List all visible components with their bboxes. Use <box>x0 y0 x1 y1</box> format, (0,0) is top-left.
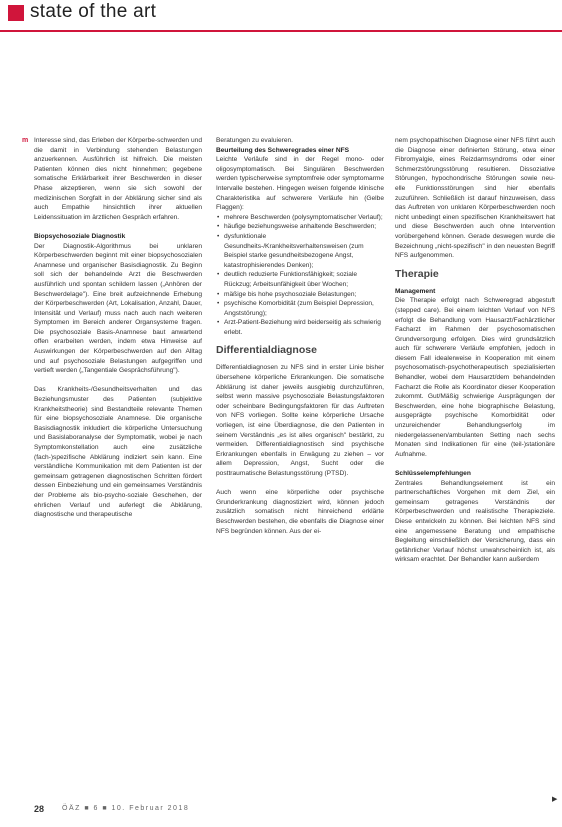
list-item: • Arzt-Patient-Beziehung wird beiderseitig als schwierig erlebt. <box>216 318 384 337</box>
list-item: • dysfunktionale Gesundheits-/Krankheitsverhaltensweisen (zum Beispiel starke gesundheitsbezogene Angst, katastrophisierendes Denken); <box>216 232 384 270</box>
paragraph: Interesse sind, das Erleben der Körperbe-schwerden und die damit in Verbindung stehenden Belastungen anzuerkennen. Ausführlich ist hilfreich. Die meisten Patienten können dies nicht hinnehmen; gegebene somatische Erklärbarkeit ihrer Beschwerden in dieser Phase akzeptieren, wenn sie sich sowohl der medizinischen Sorgfalt in der Abklärung sicher sind als auch Empathie hinsichtlich ihrer aktuellen Leidenssituation im ärztlichen Gespräch erfahren. <box>34 137 202 221</box>
paragraph: Das Krankheits-/Gesundheitsverhalten und das Beziehungsmuster des Patienten (subjektive Krankheitstheorie) sind Bestandteile relevante Themen für eine biopsychosoziale Anamnese. Die organische Basisdiagnostik inkludiert die körperliche Untersuchung und Basislaboranalyse der Symptomatik, wobei je nach Symptomkonstellation auch eine zusätzliche (fach-)spezifische Abklärung indiziert sein kann. Eine verständliche Kommunikation mit dem Patienten ist der gemeinsam getragenen diagnostischen Schritten fördert dessen Einbeziehung und ein gemeinsames Verständnis der Probleme als bio-psycho-soziale Geschehen, der ehrlichen Verlauf und auferlegt die Abklärung, diagnostische und therapeutische <box>34 386 202 519</box>
list-item: • mehrere Beschwerden (polysymptomatischer Verlauf); <box>216 213 384 223</box>
section-heading-differential-diagnosis: Differentialdiagnose <box>216 344 317 357</box>
list-item: • psychische Komorbidität (zum Beispiel Depression, Angststörung); <box>216 299 384 318</box>
paragraph: nem psychopathischen Diagnose einer NFS führt auch die Diagnose einer definierten Störung, etwa einer Fibromyalgie, eines Reizdarmsyndroms oder einer Schmerzstörungsstörung resultieren. Dissoziative Störungen, hypochondrische Störungen sowie neu-elle Funktionsstörungen sind hier ebenfalls zuzuführen. Schließlich ist darauf hinzuweisen, dass das Auftreten von unklaren Körperbeschwerden noch nicht unbedingt einen spezifischen Krankheitswert hat und diese Beschwerden auch ohne Intervention vorübergehend können. Gerade deswegen wurde die Bezeichnung „nicht-spezifisch" in den neuesten Begriff NFS aufgenommen. <box>395 137 555 260</box>
section-header <box>0 0 562 36</box>
list-item: • mäßige bis hohe psychosoziale Belastungen; <box>216 290 384 300</box>
column-1 <box>34 136 202 520</box>
header-rule <box>0 30 562 32</box>
continue-arrow-icon: ▶ <box>552 796 558 803</box>
subheading-key-recommendations: Schlüsselempfehlungen <box>395 470 471 477</box>
continuation-marker: m <box>22 137 29 144</box>
yellow-flags-list <box>216 213 384 338</box>
paragraph: Beratungen zu evaluieren. <box>216 137 293 144</box>
subheading-management: Management <box>395 287 436 295</box>
column-2 <box>216 136 384 536</box>
page-number: 28 <box>34 804 45 814</box>
page-footer <box>0 800 562 827</box>
column-3 <box>395 136 555 565</box>
section-title: state of the art <box>30 1 157 22</box>
subheading-severity: Beurteilung des Schweregrades einer NFS <box>216 146 350 154</box>
section-heading-therapy: Therapie <box>395 267 439 280</box>
subheading-biopsychosocial-diagnostics: Biopsychosoziale Diagnostik <box>34 232 126 240</box>
journal-info: ÖÄZ ■ 6 ■ 10. Februar 2018 <box>62 805 190 812</box>
paragraph: Der Diagnostik-Algorithmus bei unklaren Körperbeschwerden beginnt mit einer biopsychosozialen Anamnese und organischer Basisdiagnostik. Zu Beginn soll sich der behandelnde Arzt die Beschwerden ausführlich und spontan schildern lassen („Anhören der Beschwerdelage"). Eine breit aufzeichnende Erhebung der Körperbeschwerden (Art, Lokalisation, Anzahl, Dauer, Intensität und Verlauf) muss nach auch nach weiteren Symptomen im Bereich anderer Organsysteme fragen. Die psychosoziale Basis-Anamnese baut anwartend offen erarbeiten werden, indem etwa Hinweise auf Auswirkungen der Körperbeschwerden auf den Alltag und auf psychosoziale Belastungen aufgegriffen und vertieft werden („Tangentiale Gesprächsführung"). <box>34 242 202 375</box>
list-item: • deutlich reduzierte Funktionsfähigkeit; soziale Rückzug; Arbeitsunfähigkeit über Wochen; <box>216 270 384 289</box>
paragraph: Zentrales Behandlungselement ist ein partnerschaftliches Vorgehen mit dem Ziel, ein gemeinsam getragenes Verständnis der Körperbeschwerden und realistische Therapieziele. Diese entwickeln zu können. Bei leichten NFS sind eine angemessene Beratung und empathische Begleitung einschließlich der Versicherung, dass ein gefährlicher Verlauf höchst unwahrscheinlich ist, als wirksam erachtet. Der Behandler kann außerdem <box>395 479 555 564</box>
paragraph: Leichte Verläufe sind in der Regel mono- oder oligosymptomatisch. Bei Singulären Beschwerden werden typischerweise symptomfreie oder symptomarme Intervalle bestehen. Hingegen weisen folgende klinische Charakteristika auf schwerere Verläufe hin (Gelbe Flaggen): <box>216 156 384 212</box>
list-item: • häufige beziehungsweise anhaltende Beschwerden; <box>216 222 384 232</box>
section-color-block <box>8 5 24 21</box>
paragraph: Auch wenn eine körperliche oder psychische Grunderkrankung diagnostiziert wird, können jedoch zusätzlich somatisch nicht hinreichend erklärte Beschwerden bestehen, die ebenfalls die Diagnose einer NFS begründen können. Aus der ei- <box>216 489 384 535</box>
paragraph: Die Therapie erfolgt nach Schweregrad abgestuft (stepped care). Bei einem leichten Verlauf von NFS erfolgt die Behandlung vom Hausarzt/Fachärztlicher Facharzt im Rahmen der psychosomatischen Grundversorgung erfolgen. Dies wird grundsätzlich auch für schwerere Verläufe empfohlen, jedoch in diesem Fall idealerweise in Kooperation mit einem psychosomatisch-psychotherapeutisch spezialisierten Behandler, wobei dem Hausarzt/dem behandelnden Facharzt die Rolle als Koordinator dieser Kooperation zukommt. Gut/Mäßig schwierige Ausprägungen der Beschwerden, eine hohe biographische Belastung, ausgeprägte psychische Komorbidität oder unzureichender Behandlungserfolg im niedergelassenen/ambulanten Setting nach sechs Monaten sind Indikationen für eine (teil-)stationäre Aufnahme. <box>395 297 555 458</box>
paragraph: Differentialdiagnosen zu NFS sind in erster Linie bisher übersehene körperliche Erkrankungen. Die somatische Abklärung ist daher jeweils ausgiebig durchzuführen, selbst wenn massive psychosoziale Belastungsfaktoren oder scheinbare Bedingungsfaktoren für das Auftreten von NFS vorliegen. Sollte keine körperliche Ursache vorliegen, ist eine Überdiagnose, die den Patienten in seinem Verständnis „es ist alles organisch" bestärkt, zu vermeiden. Differentialdiagnostisch sind psychische Erkrankungen ebenfalls in Erwägung zu ziehen – vor allem Depression, Angst, Sucht oder die posttraumatische Belastungsstörung (PTSD). <box>216 364 384 477</box>
